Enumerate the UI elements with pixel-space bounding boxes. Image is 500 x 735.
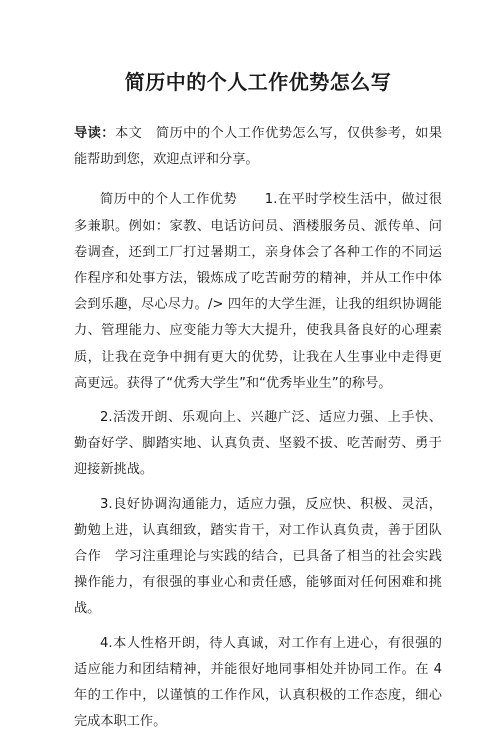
intro-paragraph [74, 121, 442, 173]
body-paragraph-4: 4.本人性格开朗，待人真诚，对工作有上进心，有很强的适应能力和团结精神，并能很好地同事相处并协同工作。在 4 年的工作中，以谨慎的工作作风，认真积极的工作态度，细心完成本职工作。 [74, 635, 442, 730]
body-paragraph-3: 3.良好协调沟通能力，适应力强，反应快、积极、灵活，勤勉上进，认真细致，踏实肯干，对工作认真负责，善于团队合作 学习注重理论与实践的结合，已具备了相当的社会实践操作能力，有很强的事业心和责任感，能够面对任何困难和挑战。 [74, 496, 442, 617]
body-paragraph-2: 2.活泼开朗、乐观向上、兴趣广泛、适应力强、上手快、勤奋好学、脚踏实地、认真负责、坚毅不拔、吃苦耐劳、勇于迎接新挑战。 [74, 410, 442, 478]
document-title: 简历中的个人工作优势怎么写 [124, 70, 392, 94]
intro-label: 导读： [74, 126, 115, 141]
body-paragraph-1: 简历中的个人工作优势 1.在平时学校生活中，做过很多兼职。例如：家教、电话访问员、酒楼服务员、派传单、问卷调查，还到工厂打过暑期工，亲身体会了各种工作的不同运作程序和处事方法，锻炼成了吃苦耐劳的精神，并从工作中体会到乐趣，尽心尽力。/> 四年的大学生涯，让我的组织协调能力、管理能力、应变能力等大大提升，使我具备良好的心理素质，让我在竞争中拥有更大的优势，让我在人生事业中走得更高更远。获得了“优秀大学生”和“优秀毕业生”的称号。 [74, 192, 442, 391]
intro-text: 本文 简历中的个人工作优势怎么写，仅供参考，如果能帮助到您，欢迎点评和分享。 [74, 126, 443, 168]
